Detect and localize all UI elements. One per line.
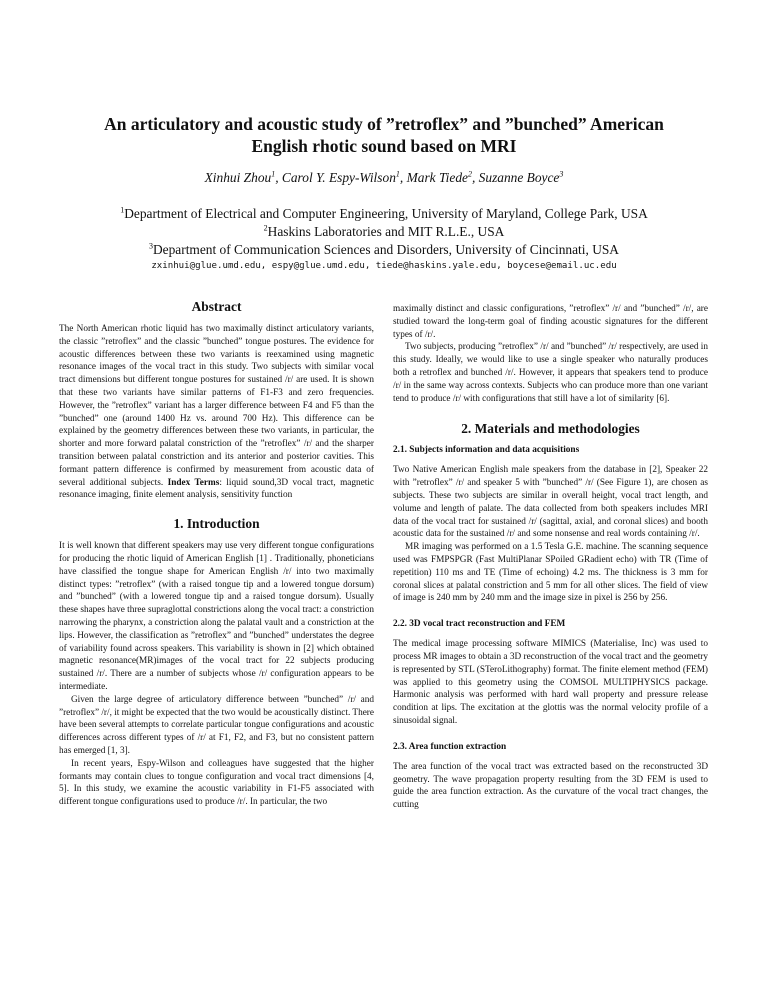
subsection-heading: 2.1. Subjects information and data acquisitions [393, 445, 580, 456]
paragraph: The area function of the vocal tract was extracted based on the reconstructed 3D geometry. The wave propagation property resulting from the 3D FEM is used to guide the area function extraction. As the curvature of the vocal tract changes, the cutting [393, 761, 708, 811]
author-name: Suzanne Boyce [478, 170, 560, 185]
abstract-heading: Abstract [191, 299, 242, 314]
author-affil-mark: 1 [271, 169, 276, 179]
title-line-1: An articulatory and acoustic study of ”retroflex” and ”bunched” American [104, 114, 664, 134]
index-terms: : liquid sound,3D vocal tract, magnetic resonance imaging, finite element analysis, sensitivity function [59, 477, 374, 501]
paragraph: It is well known that different speakers may use very different tongue configurations for producing the rhotic liquid of American English [1] . Traditionally, phoneticians have classified the tongue shape for American English /r/ into two maximally distinct types: ”retroflex” (with a raised tongue tip and a lowered tongue dorsum) and ”bunched” (with a lowered tongue tip and a raised tongue dorsum). Usually these shapes have three supraglottal constrictions along the vocal tract: a constriction narrowing the pharynx, a constriction along the palatal vault and a constriction at the lips. However, the classification as ”retroflex” and ”bunched” understates the degree of variability found across speakers. This variability is shown in [2] which obtained magnetic resonance(MR)images of the vocal tract for 22 subjects producing sustained /r/. There are a number of subjects whose /r/ configuration appears to be intermediate. [59, 541, 374, 692]
abstract-text [59, 323, 374, 502]
left-column [59, 285, 374, 809]
paragraph: Given the large degree of articulatory difference between ”bunched” /r/ and ”retroflex” /r/, it might be expected that the two would be acoustically distinct. There have been several attempts to correlate particular tongue configurations and acoustic differences across different types of /r/ at F1, F2, and F3, but no consistent pattern has emerged [1, 3]. [59, 694, 374, 756]
subsection-heading: 2.3. Area function extraction [393, 741, 507, 752]
paragraph: MR imaging was performed on a 1.5 Tesla G.E. machine. The scanning sequence used was FMPSPGR (Fast MultiPlanar SPoiled GRadient echo) with TR (Time of repetition) 110 ms and TE (Time of echoing) 4.2 ms. The thickness is 3 mm for coronal slices at palatal constriction and 5 mm for all other slices. The field of view of image is 240 mm by 240 mm and the image size in pixel is 256 by 256. [393, 542, 708, 604]
affil-mark: 1 [120, 205, 125, 215]
affiliation-3 [30, 242, 738, 258]
affil-mark: 2 [263, 223, 268, 233]
author-separator: , [399, 170, 407, 185]
author-affil-mark: 3 [559, 169, 564, 179]
author-affil-mark: 1 [395, 169, 400, 179]
author-emails: zxinhui@glue.umd.edu, espy@glue.umd.edu, tiede@haskins.yale.edu, boycese@email.uc.edu [151, 261, 617, 271]
author-affil-mark: 2 [467, 169, 472, 179]
author-separator: , [275, 170, 282, 185]
introduction-heading: 1. Introduction [173, 516, 260, 532]
affil-text: Department of Electrical and Computer Engineering, University of Maryland, College Park, USA [124, 206, 648, 221]
right-column [393, 285, 708, 812]
subsection-heading: 2.2. 3D vocal tract reconstruction and FEM [393, 619, 566, 630]
methods-heading: 2. Materials and methodologies [461, 421, 640, 437]
affil-text: Haskins Laboratories and MIT R.L.E., USA [267, 224, 505, 239]
author-name: Mark Tiede [406, 170, 468, 185]
paragraph: maximally distinct and classic configurations, ”retroflex” /r/ and ”bunched” /r/, are studied toward the long-term goal of finding acoustic signatures for the different types of /r/. [393, 304, 708, 340]
author-list [40, 170, 728, 186]
abstract-body: The North American rhotic liquid has two maximally distinct articulatory variants, the classic ”retroflex” and the classic ”bunched” tongue postures. The evidence for acoustic differences between these two variants is reexamined using magnetic resonance images of the vocal tract in this study. Two subjects with similar vocal tract dimensions but different tongue postures for sustained /r/ are used. It is shown that these two variants have similar patterns of F1-F3 and zero frequencies. However, the ”retroflex” variant has a larger difference between F4 and F5 than the ”bunched” one (around 1400 Hz vs. around 700 Hz). This difference can be explained by the geometry differences between these two variants, in particular, the shorter and more forward palatal constriction of the ”retroflex” /r/ and the sharper transition between palatal constriction and its anterior and posterior cavities. This formant pattern difference is confirmed by measurement from acoustic data of several additional subjects. [59, 324, 374, 488]
affiliation-1 [30, 206, 738, 222]
author-name: Xinhui Zhou [204, 170, 272, 185]
author-name: Carol Y. Espy-Wilson [281, 170, 396, 185]
paragraph: Two subjects, producing ”retroflex” /r/ and ”bunched” /r/ respectively, are used in this study. Ideally, we would like to use a single speaker who naturally produces both a retroflex and bunched /r/. However, it appears that speakers tend to produce /r/ in the same way across contexts. Subjects who can produce more than one variant tend to produce /r/ with configurations that still have a lot of similarity [6]. [393, 342, 708, 404]
title-line-2: English rhotic sound based on MRI [251, 136, 517, 156]
index-terms-label: Index Terms [167, 477, 220, 488]
affil-mark: 3 [149, 241, 153, 251]
author-separator: , [471, 170, 479, 185]
paragraph: Two Native American English male speakers from the database in [2], Speaker 22 with ”retroflex” /r/ and speaker 5 with ”bunched” /r/ (See Figure 1), are chosen as subjects. These two subjects are similar in overall height, vocal tract length, and volume and length of palate. The data collected from both speakers includes MRI data of the vocal tract for sustained /r/ (sagittal, axial, and coronal slices) and booth acoustic data for the sustained /r/ and some nonsense and real words containing /r/. [393, 465, 708, 540]
affiliation-2 [30, 224, 738, 240]
paragraph: The medical image processing software MIMICS (Materialise, Inc) was used to process MR images to obtain a 3D reconstruction of the vocal tract and the geometry is represented by STL (STeroLithography) format. The finite element method (FEM) was applied to this geometry using the COMSOL MULTIPHYSICS package. Harmonic analysis was performed with hard wall property and pressure release condition at lips. The excitation at the glottis was the normal velocity profile of a sinusoidal signal. [393, 639, 708, 726]
affil-text: Department of Communication Sciences and Disorders, University of Cincinnati, USA [153, 242, 619, 257]
paragraph: In recent years, Espy-Wilson and colleagues have suggested that the higher formants may contain clues to tongue configuration and vocal tract dimensions [4, 5]. In this study, we examine the acoustic variability in F1-F5 associated with different tongue configurations used to produce /r/. In particular, the two [59, 758, 374, 808]
paper-title [60, 113, 708, 157]
